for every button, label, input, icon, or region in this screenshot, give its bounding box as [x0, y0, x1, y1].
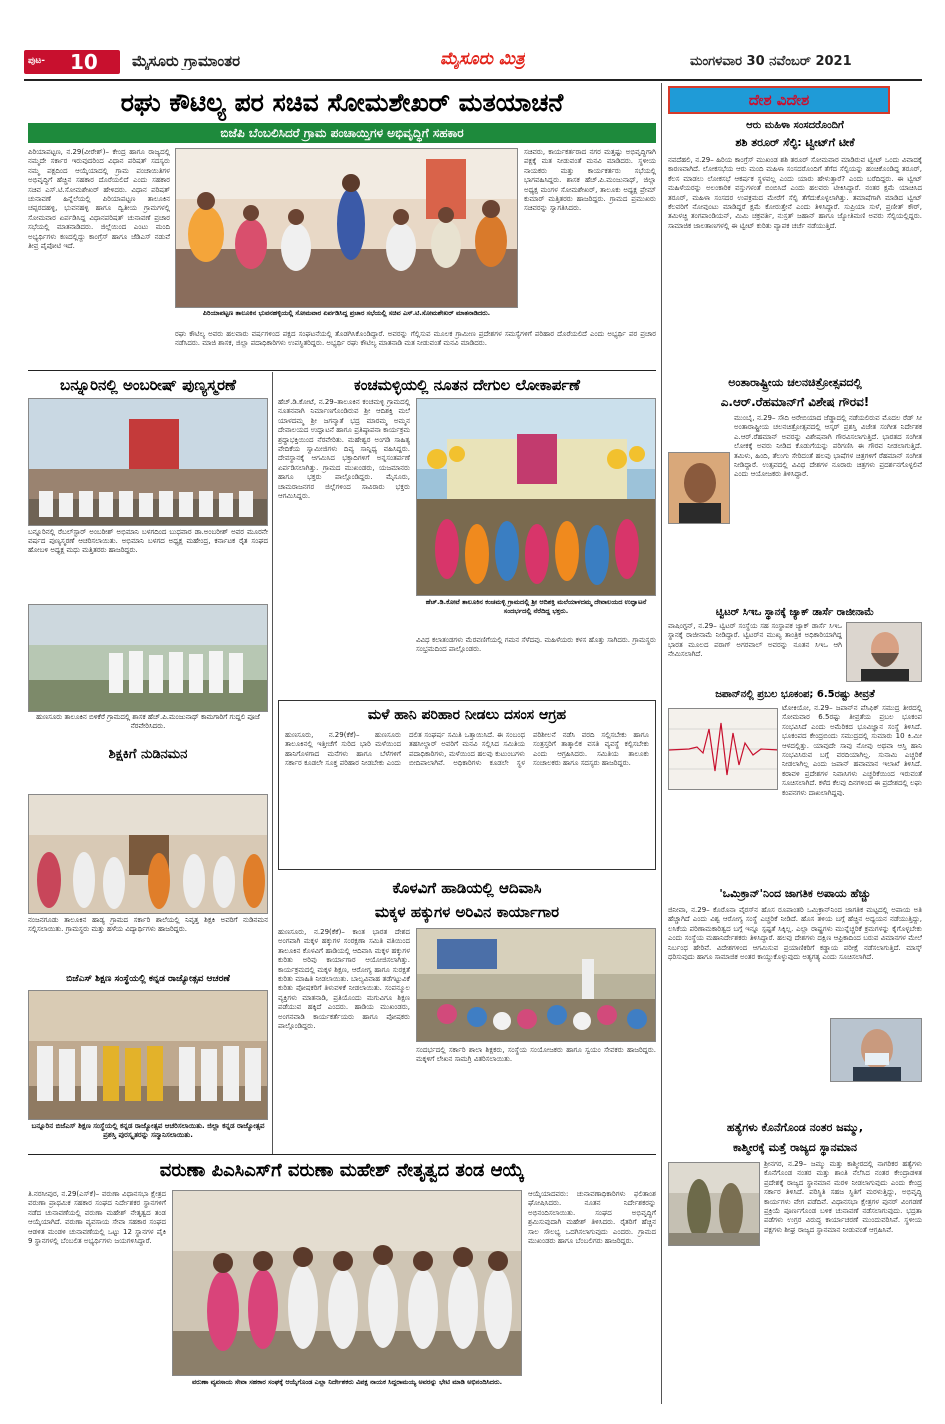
lead-body-col2: ಸಚಿವರು, ಕಾರ್ಯಕರ್ತರಾದ ನಗರ ಮತ್ತಷ್ಟು ಅಭಿವೃದ್ಧಿಗಾಗಿ ಪಕ್ಷಕ್ಕೆ ಮತ ನೀಡುವಂತೆ ಮನವಿ ಮಾಡಿದರು. ಸ್ಥಳೀಯ ನಾಯಕರು ಮತ್ತು ಕಾರ್ಯಕರ್ತರು ಸಭೆಯಲ್ಲಿ ಭಾಗವಹಿಸಿದ್ದರು. ಶಾಸಕ ಹೆಚ್.ಪಿ.ಮಂಜುನಾಥ್, ಜಿಲ್ಲಾ ಅಧ್ಯಕ್ಷ ಮಂಗಳ ಸೋಮಶೇಖರ್, ತಾಲೂಕು ಅಧ್ಯಕ್ಷ ಪ್ರೇಮ್ ಕುಮಾರ್ ಮತ್ತಿತರರು ಹಾಜರಿದ್ದರು. ಗ್ರಾಮದ ಪ್ರಮುಖರು ಸಚಿವರನ್ನು ಸ್ವಾಗತಿಸಿದರು. [524, 148, 656, 213]
rahman-headline-2: ಎ.ಆರ್.ರೆಹಮಾನ್‌ಗೆ ವಿಶೇಷ ಗೌರವ! [720, 395, 870, 409]
temple-caption: ಹೆಚ್.ಡಿ.ಕೋಟೆ ತಾಲೂಕಿನ ಕಂಚಮಳ್ಳಿ ಗ್ರಾಮದಲ್ಲಿ ಶ್ರೀ ಆದಿಶಕ್ತಿ ಮಲೆಯಾಳದಮ್ಮ ದೇವಾಲಯದ ಉದ್ಘಾಟನೆ ಸಂದರ್ಭದಲ್ಲಿ ನೆರೆದಿದ್ದ ಭಕ್ತರು. [425, 598, 647, 615]
page-label: ಪುಟ- [28, 56, 45, 66]
varuna-top-rule [28, 1154, 656, 1155]
temple-photo [416, 398, 656, 596]
left-col-rule [272, 372, 273, 1154]
temple-body-2: ವಿವಿಧ ಕಲಾತಂಡಗಳು ಮೆರವಣಿಗೆಯಲ್ಲಿ ಗಮನ ಸೆಳೆದವು. ಮಹಿಳೆಯರು ಕಳಸ ಹೊತ್ತು ಸಾಗಿದರು. ಗ್ರಾಮಸ್ಥರು ಸಂಭ್ರಮದಿಂದ ಪಾಲ್ಗೊಂಡರು. [416, 636, 656, 654]
lead-headline: ರಘು ಕೌಟಿಲ್ಯ ಪರ ಸಚಿವ ಸೋಮಶೇಖರ್ ಮತಯಾಚನೆ [120, 88, 564, 117]
masthead-rule [24, 79, 922, 81]
ambareesh-photo-1 [28, 398, 268, 526]
lead-body-col3: ರಘು ಕೌಟಿಲ್ಯ ಅವರು ಹಲವಾರು ವರ್ಷಗಳಿಂದ ಪಕ್ಷದ ಸಂಘಟನೆಯಲ್ಲಿ ತೊಡಗಿಸಿಕೊಂಡಿದ್ದಾರೆ. ಅವರನ್ನು ಗೆಲ್ಲಿಸುವ ಮೂಲಕ ಗ್ರಾಮೀಣ ಪ್ರದೇಶಗಳ ಸಮಸ್ಯೆಗಳಿಗೆ ಪರಿಹಾರ ದೊರೆಯಲಿದೆ ಎಂದು ಅಭ್ಯರ್ಥಿ ಪರ ಪ್ರಚಾರ ನಡೆಸಿದರು. ಮಾಜಿ ಶಾಸಕ, ಜಿಲ್ಲಾ ಪದಾಧಿಕಾರಿಗಳು ಉಪಸ್ಥಿತರಿದ್ದರು. ಅಭ್ಯರ್ಥಿ ರಘು ಕೌಟಿಲ್ಯ ಮಾತನಾಡಿ ಮತ ನೀಡುವಂತೆ ಮನವಿ ಮಾಡಿದರು. [175, 330, 656, 348]
varuna-body-col2: ಆಯ್ಕೆಯಾದವರು: ಚುನಾವಣಾಧಿಕಾರಿಗಳು ಫಲಿತಾಂಶ ಘೋಷಿಸಿದರು. ನೂತನ ನಿರ್ದೇಶಕರನ್ನು ಅಭಿನಂದಿಸಲಾಯಿತು. ಸಂಘದ ಅಭಿವೃದ್ಧಿಗೆ ಶ್ರಮಿಸುವುದಾಗಿ ಮಹೇಶ್ ತಿಳಿಸಿದರು. ರೈತರಿಗೆ ಹೆಚ್ಚಿನ ಸಾಲ ಸೌಲಭ್ಯ ಒದಗಿಸಲಾಗುವುದು ಎಂದರು. ಗ್ರಾಮದ ಮುಖಂಡರು ಹಾಗೂ ಬೆಂಬಲಿಗರು ಹಾಜರಿದ್ದರು. [528, 1190, 656, 1246]
tribal-body-2: ಸಂದರ್ಭದಲ್ಲಿ ಸರ್ಕಾರಿ ಶಾಲಾ ಶಿಕ್ಷಕರು, ಸಂಸ್ಥೆಯ ಸಂಯೋಜಕರು ಹಾಗೂ ಸ್ವಯಂ ಸೇವಕರು ಹಾಜರಿದ್ದರು. ಮಕ್ಕಳಿಗೆ ಲೇಖನ ಸಾಮಗ್ರಿ ವಿತರಿಸಲಾಯಿತು. [416, 1046, 656, 1064]
issue-date: ಮಂಗಳವಾರ 30 ನವೆಂಬರ್ 2021 [690, 54, 852, 69]
flood-headline: ಮಳೆ ಹಾನಿ ಪರಿಹಾರ ನೀಡಲು ದಸಂಸ ಆಗ್ರಹ [367, 707, 567, 723]
omicron-body: ಜಿನೀವಾ, ನ.29– ಕೊರೊನಾ ವೈರಸ್‌ನ ಹೊಸ ರೂಪಾಂತರಿ ಒಮಿಕ್ರಾನ್‌ನಿಂದ ಜಾಗತಿಕ ಮಟ್ಟದಲ್ಲಿ ಅಪಾಯ ಅತಿ ಹೆಚ್ಚಾಗಿದೆ ಎಂದು ವಿಶ್ವ ಆರೋಗ್ಯ ಸಂಸ್ಥೆ ಎಚ್ಚರಿಕೆ ನೀಡಿದೆ. ಹೊಸ ತಳಿಯ ಬಗ್ಗೆ ಹೆಚ್ಚಿನ ಅಧ್ಯಯನ ನಡೆಯುತ್ತಿದ್ದು, ಲಸಿಕೆಯ ಪರಿಣಾಮಕಾರಿತ್ವದ ಬಗ್ಗೆ ಇನ್ನೂ ಸ್ಪಷ್ಟತೆ ಸಿಕ್ಕಿಲ್ಲ. ಎಲ್ಲಾ ರಾಷ್ಟ್ರಗಳು ಮುನ್ನೆಚ್ಚರಿಕೆ ಕ್ರಮಗಳನ್ನು ಕೈಗೊಳ್ಳಬೇಕು ಎಂದು ಸಂಸ್ಥೆಯ ಮಹಾನಿರ್ದೇಶಕರು ತಿಳಿಸಿದ್ದಾರೆ. ಹಲವು ದೇಶಗಳು ದಕ್ಷಿಣ ಆಫ್ರಿಕಾದಿಂದ ಬರುವ ವಿಮಾನಗಳ ಮೇಲೆ ನಿರ್ಬಂಧ ಹೇರಿವೆ. ವಿದೇಶಗಳಿಂದ ಆಗಮಿಸುವ ಪ್ರಯಾಣಿಕರಿಗೆ ಕಡ್ಡಾಯ ಪರೀಕ್ಷೆ ನಡೆಸಲಾಗುತ್ತಿದೆ. ಮಾಸ್ಕ್ ಧರಿಸುವುದು ಹಾಗೂ ಸಾಮಾಜಿಕ ಅಂತರ ಕಾಯ್ದುಕೊಳ್ಳುವುದು ಅತ್ಯಗತ್ಯ ಎಂದು ಸೂಚಿಸಲಾಗಿದೆ. [668, 906, 922, 962]
lead-photo-caption: ಪಿರಿಯಾಪಟ್ಟಣ ತಾಲೂಕಿನ ಭುವನಹಳ್ಳಿಯಲ್ಲಿ ಸೋಮವಾರ ಏರ್ಪಡಿಸಿದ್ದ ಪ್ರಚಾರ ಸಭೆಯಲ್ಲಿ ಸಚಿವ ಎಸ್.ಟಿ.ಸೋಮಶೇಖರ್ ಮಾತನಾಡಿದರು. [202, 309, 491, 317]
page-number: 10 [70, 50, 98, 74]
quake-headline: ಜಪಾನ್‌ನಲ್ಲಿ ಪ್ರಬಲ ಭೂಕಂಪ; 6.5ರಷ್ಟು ತೀವ್ರತೆ [715, 689, 875, 700]
twitter-body: ವಾಷಿಂಗ್ಟನ್, ನ.29– ಟ್ವಿಟರ್ ಸಂಸ್ಥೆಯ ಸಹ ಸಂಸ್ಥಾಪಕ ಜ್ಯಾಕ್ ಡಾರ್ಸೆ ಸಿಇಒ ಸ್ಥಾನಕ್ಕೆ ರಾಜೀನಾಮೆ ನೀಡಿದ್ದಾರೆ. ಟ್ವಿಟರ್‌ನ ಮುಖ್ಯ ತಾಂತ್ರಿಕ ಅಧಿಕಾರಿಯಾಗಿದ್ದ ಭಾರತ ಮೂಲದ ಪರಾಗ್ ಅಗರವಾಲ್ ಅವರನ್ನು ನೂತನ ಸಿಇಒ ಆಗಿ ನೇಮಿಸಲಾಗಿದೆ. [668, 622, 842, 659]
bjs-headline: ಬಿಜೆಎಸ್ ಶಿಕ್ಷಣ ಸಂಸ್ಥೆಯಲ್ಲಿ ಕನ್ನಡ ರಾಜ್ಯೋತ್ಸವ ಆಚರಣೆ [66, 974, 230, 984]
omicron-headline: 'ಒಮಿಕ್ರಾನ್'ನಿಂದ ಜಾಗತಿಕ ಅಪಾಯ ಹೆಚ್ಚು [719, 887, 871, 900]
varuna-body-col1: ತಿ.ನರಸೀಪುರ, ನ.29(ಎಸ್‌ಕೆ)– ವರುಣಾ ವಿಧಾನಸಭಾ ಕ್ಷೇತ್ರದ ವರುಣಾ ಪ್ರಾಥಮಿಕ ಸಹಕಾರ ಸಂಘದ ನಿರ್ದೇಶಕರ ಸ್ಥಾನಗಳಿಗೆ ನಡೆದ ಚುನಾವಣೆಯಲ್ಲಿ ವರುಣಾ ಮಹೇಶ್ ನೇತೃತ್ವದ ತಂಡ ಆಯ್ಕೆಯಾಗಿದೆ. ವರುಣಾ ವ್ಯವಸಾಯ ಸೇವಾ ಸಹಕಾರ ಸಂಘದ ಆಡಳಿತ ಮಂಡಳಿ ಚುನಾವಣೆಯಲ್ಲಿ ಒಟ್ಟು 12 ಸ್ಥಾನಗಳ ಪೈಕಿ 9 ಸ್ಥಾನಗಳಲ್ಲಿ ಬೆಂಬಲಿತ ಅಭ್ಯರ್ಥಿಗಳು ಜಯಗಳಿಸಿದ್ದಾರೆ. [28, 1190, 166, 1246]
desha-banner-title: ದೇಶ ವಿದೇಶ [748, 91, 810, 109]
tharoor-headline-2: ಶಶಿ ತರೂರ್ ಸೆಲ್ಫಿ: ಟ್ವೀಟ್‌ಗೆ ಟೀಕೆ [735, 136, 855, 149]
varuna-headline: ವರುಣಾ ಪಿಎಸಿಎಸ್‌ಗೆ ವರುಣಾ ಮಹೇಶ್ ನೇತೃತ್ವದ ತಂಡ ಆಯ್ಕೆ [159, 1160, 525, 1181]
kashmir-headline-1: ಹತ್ಯೆಗಳು ಕೊನೆಗೊಂಡ ನಂತರ ಜಮ್ಮು, [726, 1121, 864, 1134]
ambareesh-photo-2 [28, 604, 268, 712]
tribal-body: ಹುಣಸೂರು, ನ.29(ಕೆಕೆ)– ಕಾಂತ ಭಾರತ ದೇಶದ ಅಂಗವಾಗಿ ಮಕ್ಕಳ ಹಕ್ಕುಗಳ ಸಂರಕ್ಷಣಾ ಸಮಿತಿ ವತಿಯಿಂದ ತಾಲೂಕಿನ ಕೊಳವಿಗೆ ಹಾಡಿಯಲ್ಲಿ ಆದಿವಾಸಿ ಮಕ್ಕಳ ಹಕ್ಕುಗಳ ಕುರಿತು ಅರಿವು ಕಾರ್ಯಾಗಾರ ಆಯೋಜಿಸಲಾಗಿತ್ತು. ಕಾರ್ಯಕ್ರಮದಲ್ಲಿ ಮಕ್ಕಳ ಶಿಕ್ಷಣ, ಆರೋಗ್ಯ ಹಾಗೂ ಸುರಕ್ಷತೆ ಕುರಿತು ಮಾಹಿತಿ ನೀಡಲಾಯಿತು. ಬಾಲ್ಯವಿವಾಹ ತಡೆಗಟ್ಟುವಿಕೆ ಕುರಿತು ಪೋಷಕರಿಗೆ ತಿಳುವಳಿಕೆ ನೀಡಲಾಯಿತು. ಸಂಪನ್ಮೂಲ ವ್ಯಕ್ತಿಗಳು ಮಾತನಾಡಿ, ಪ್ರತಿಯೊಂದು ಮಗುವಿಗೂ ಶಿಕ್ಷಣ ಪಡೆಯುವ ಹಕ್ಕಿದೆ ಎಂದರು. ಹಾಡಿಯ ಮುಖಂಡರು, ಅಂಗನವಾಡಿ ಕಾರ್ಯಕರ್ತೆಯರು ಹಾಗೂ ಪೋಷಕರು ಪಾಲ್ಗೊಂಡಿದ್ದರು. [278, 928, 410, 1031]
flood-box [278, 700, 656, 870]
tribal-headline-1: ಕೊಳವಿಗೆ ಹಾಡಿಯಲ್ಲಿ ಆದಿವಾಸಿ [392, 879, 542, 897]
teacher-headline: ಶಿಕ್ಷಕಿಗೆ ನುಡಿನಮನ [108, 747, 188, 762]
temple-body: ಹೆಚ್.ಡಿ.ಕೋಟೆ, ನ.29–ತಾಲೂಕಿನ ಕಂಚಮಳ್ಳಿ ಗ್ರಾಮದಲ್ಲಿ ನೂತನವಾಗಿ ನಿರ್ಮಾಣಗೊಂಡಿರುವ ಶ್ರೀ ಆದಿಶಕ್ತಿ ಮಲೆ ಯಾಳದಮ್ಮ ಶ್ರೀ ಜಗನ್ಮಾತೆ ಭದ್ರ ಮಾರಮ್ಮ ಅಮ್ಮನ ದೇವಾಲಯದ ಉದ್ಘಾಟನೆ ಹಾಗೂ ಪ್ರತಿಷ್ಠಾಪನಾ ಕಾರ್ಯಕ್ರಮ ಶ್ರದ್ಧಾಭಕ್ತಿಯಿಂದ ನೆರವೇರಿತು. ಮಹೇಶ್ವರ ಅಂಗಡಿ ಸಾಹಿತ್ಯ ವೇದಿಕೆಯ ಸ್ವಾಮೀಜಿಗಳು ದಿವ್ಯ ಸಾನ್ನಿಧ್ಯ ವಹಿಸಿದ್ದರು. ದೇವಸ್ಥಾನಕ್ಕೆ ಆಗಮಿಸಿದ ಭಕ್ತಾದಿಗಳಿಗೆ ಅನ್ನಸಂತರ್ಪಣೆ ಏರ್ಪಡಿಸಲಾಗಿತ್ತು. ಗ್ರಾಮದ ಮುಖಂಡರು, ಯಜಮಾನರು ಹಾಗೂ ಭಕ್ತರು ಪಾಲ್ಗೊಂಡಿದ್ದರು. ಮೈಸೂರು, ಚಾಮರಾಜನಗರ ಜಿಲ್ಲೆಗಳಿಂದ ಸಾವಿರಾರು ಭಕ್ತರು ಆಗಮಿಸಿದ್ದರು. [278, 398, 410, 501]
page-number-badge [24, 50, 120, 74]
tribal-photo [416, 928, 656, 1042]
bjs-caption: ಬನ್ನೂರಿನ ಬಿಜೆಎಸ್ ಶಿಕ್ಷಣ ಸಂಸ್ಥೆಯಲ್ಲಿ ಕನ್ನಡ ರಾಜ್ಯೋತ್ಸವ ಆಚರಿಸಲಾಯಿತು. ಜಿಲ್ಲಾ ಕನ್ನಡ ರಾಜ್ಯೋತ್ಸವ ಪ್ರಶಸ್ತಿ ಪುರಸ್ಕೃತರನ್ನು ಸನ್ಮಾನಿಸಲಾಯಿತು. [31, 1122, 265, 1139]
twitter-headline: ಟ್ವಿಟರ್ ಸಿಇಒ ಸ್ಥಾನಕ್ಕೆ ಜ್ಯಾಕ್ ಡಾರ್ಸೆ ರಾಜೀನಾಮೆ [715, 607, 875, 618]
rahman-headline-1: ಅಂತಾರಾಷ್ಟ್ರೀಯ ಚಲನಚಿತ್ರೋತ್ಸವದಲ್ಲಿ [728, 376, 862, 389]
masthead [24, 48, 922, 78]
kashmir-headline-2: ಕಾಶ್ಮೀರಕ್ಕೆ ಮತ್ತೆ ರಾಜ್ಯದ ಸ್ಥಾನಮಾನ [732, 1141, 858, 1154]
temple-headline: ಕಂಚಮಳ್ಳಿಯಲ್ಲಿ ನೂತನ ದೇಗುಲ ಲೋಕಾರ್ಪಣೆ [353, 376, 581, 394]
desha-banner [668, 86, 890, 114]
twitter-photo [846, 622, 922, 682]
paper-name: ಮೈಸೂರು ಮಿತ್ರ [440, 49, 525, 69]
varuna-photo [172, 1190, 522, 1376]
quake-body: ಟೋಕಿಯೋ, ನ.29– ಜಪಾನ್‌ನ ಪೆಸಿಫಿಕ್ ಸಮುದ್ರ ತೀರದಲ್ಲಿ ಸೋಮವಾರ 6.5ರಷ್ಟು ತೀವ್ರತೆಯ ಪ್ರಬಲ ಭೂಕಂಪ ಸಂಭವಿಸಿದೆ ಎಂದು ಅಮೆರಿಕದ ಭೂವಿಜ್ಞಾನ ಸಂಸ್ಥೆ ತಿಳಿಸಿದೆ. ಭೂಕಂಪದ ಕೇಂದ್ರಬಿಂದು ಸಮುದ್ರದಲ್ಲಿ ಸುಮಾರು 10 ಕಿ.ಮೀ ಆಳದಲ್ಲಿತ್ತು. ಯಾವುದೇ ಸಾವು ನೋವು ಅಥವಾ ಆಸ್ತಿ ಹಾನಿ ಸಂಭವಿಸಿರುವ ಬಗ್ಗೆ ವರದಿಯಾಗಿಲ್ಲ. ಸುನಾಮಿ ಎಚ್ಚರಿಕೆ ನೀಡಲಾಗಿಲ್ಲ ಎಂದು ಜಪಾನ್ ಹವಾಮಾನ ಇಲಾಖೆ ತಿಳಿಸಿದೆ. ಕರಾವಳಿ ಪ್ರದೇಶಗಳ ನಿವಾಸಿಗಳು ಎಚ್ಚರಿಕೆಯಿಂದ ಇರುವಂತೆ ಸೂಚಿಸಲಾಗಿದೆ. ಕಳೆದ ಕೆಲವು ದಿನಗಳಿಂದ ಈ ಪ್ರದೇಶದಲ್ಲಿ ಲಘು ಕಂಪನಗಳು ದಾಖಲಾಗಿದ್ದವು. [782, 704, 922, 797]
ambareesh-caption-2: ಹುಣಸೂರು ತಾಲೂಕಿನ ಬಿಳಿಕೆರೆ ಗ್ರಾಮದಲ್ಲಿ ಶಾಸಕ ಹೆಚ್.ಪಿ.ಮಂಜುನಾಥ್ ಕಾಮಗಾರಿಗೆ ಗುದ್ದಲಿ ಪೂಜೆ ನೆರವೇರಿಸಿದರು. [36, 713, 260, 730]
ambareesh-headline: ಬನ್ನೂರಿನಲ್ಲಿ ಅಂಬರೀಷ್ ಪುಣ್ಯಸ್ಮರಣೆ [60, 376, 236, 394]
rahman-body: ಮುಂಬೈ, ನ.29– ಸೌದಿ ಅರೇಬಿಯಾದ ಜೆಡ್ಡಾದಲ್ಲಿ ನಡೆಯಲಿರುವ ಮೊದಲ ರೆಡ್ ಸೀ ಅಂತಾರಾಷ್ಟ್ರೀಯ ಚಲನಚಿತ್ರೋತ್ಸವದಲ್ಲಿ ಆಸ್ಕರ್ ಪ್ರಶಸ್ತಿ ವಿಜೇತ ಸಂಗೀತ ನಿರ್ದೇಶಕ ಎ.ಆರ್.ರೆಹಮಾನ್ ಅವರನ್ನು ವಿಶೇಷವಾಗಿ ಗೌರವಿಸಲಾಗುತ್ತಿದೆ. ಭಾರತದ ಸಂಗೀತ ಲೋಕಕ್ಕೆ ಅವರು ನೀಡಿದ ಕೊಡುಗೆಯನ್ನು ಪರಿಗಣಿಸಿ ಈ ಗೌರವ ನೀಡಲಾಗುತ್ತಿದೆ. ತಮಿಳು, ಹಿಂದಿ, ತೆಲುಗು ಸೇರಿದಂತೆ ಹಲವು ಭಾಷೆಗಳ ಚಿತ್ರಗಳಿಗೆ ರೆಹಮಾನ್ ಸಂಗೀತ ನೀಡಿದ್ದಾರೆ. ಉತ್ಸವದಲ್ಲಿ ವಿವಿಧ ದೇಶಗಳ ನೂರಾರು ಚಿತ್ರಗಳು ಪ್ರದರ್ಶನಗೊಳ್ಳಲಿವೆ ಎಂದು ಆಯೋಜಕರು ತಿಳಿಸಿದ್ದಾರೆ. [734, 414, 922, 479]
teacher-caption: ನಂಜನಗೂಡು ತಾಲೂಕಿನ ಹಾಡ್ಯ ಗ್ರಾಮದ ಸರ್ಕಾರಿ ಶಾಲೆಯಲ್ಲಿ ನಿವೃತ್ತ ಶಿಕ್ಷಕಿ ಅವರಿಗೆ ನುಡಿನಮನ ಸಲ್ಲಿಸಲಾಯಿತು. ಗ್ರಾಮಸ್ಥರು ಮತ್ತು ಹಳೆಯ ವಿದ್ಯಾರ್ಥಿಗಳು ಹಾಜರಿದ್ದರು. [28, 916, 268, 933]
lead-subhead: ಬಿಜೆಪಿ ಬೆಂಬಲಿಸಿದರೆ ಗ್ರಾಮ ಪಂಚಾಯ್ತಿಗಳ ಅಭಿವೃದ್ಧಿಗೆ ಸಹಕಾರ [220, 126, 464, 140]
tharoor-body-lead: ನವದೆಹಲಿ, ನ.29– ಹಿರಿಯ ಕಾಂಗ್ರೆಸ್ ಮುಖಂಡ ಶಶಿ ತರೂರ್ ಸೋಮವಾರ ಮಾಡಿರುವ ಟ್ವೀಟ್ ಒಂದು ವಿವಾದಕ್ಕೆ ಕಾರಣವಾಗಿದೆ. ಲೋಕಸಭೆಯ ಆರು ಮಂದಿ ಮಹಿಳಾ ಸಂಸದರೊಂದಿಗೆ ತೆಗೆದ ಸೆಲ್ಫಿಯನ್ನು ಹಂಚಿಕೊಂಡಿದ್ದ ತರೂರ್, ಕೆಲಸ ಮಾಡಲು ಲೋಕಸಭೆ ಆಕರ್ಷಕ ಸ್ಥಳವಲ್ಲ ಎಂದು ಯಾರು ಹೇಳುತ್ತಾರೆ? ಎಂದು ಬರೆದಿದ್ದರು. ಈ ಟ್ವೀಟ್ ಮಹಿಳೆಯರನ್ನು ಅಲಂಕಾರಿಕ ವಸ್ತುಗಳಂತೆ ಬಿಂಬಿಸಿದೆ ಎಂದು ಹಲವರು ಟೀಕಿಸಿದ್ದಾರೆ. ನಂತರ ಕ್ಷಮೆ ಯಾಚಿಸಿದ ತರೂರ್, ಮಹಿಳಾ ಸಂಸದರ ಉಪಕ್ರಮದ ಮೇರೆಗೆ ಸೆಲ್ಫಿ ತೆಗೆದುಕೊಳ್ಳಲಾಗಿತ್ತು. ತಮಾಷೆಗಾಗಿ ಮಾಡಿದ ಟ್ವೀಟ್ ಕೆಲವರಿಗೆ ನೋವುಂಟು ಮಾಡಿದ್ದರೆ ಕ್ಷಮೆ ಕೋರುತ್ತೇನೆ ಎಂದು ತಿಳಿಸಿದ್ದಾರೆ. ಸುಪ್ರಿಯಾ ಸುಳೆ, ಪ್ರಣೀತ್ ಕೌರ್, ತಮಿಳಚ್ಚಿ ತಂಗಪಾಂಡಿಯನ್, ಮಿಮಿ ಚಕ್ರವರ್ತಿ, ನುಸ್ರತ್ ಜಹಾನ್ ಹಾಗೂ ಜ್ಯೋತಿಮಣಿ ಅವರು ಸೆಲ್ಫಿಯಲ್ಲಿದ್ದರು. ಸಾಮಾಜಿಕ ಜಾಲತಾಣಗಳಲ್ಲಿ ಈ ಟ್ವೀಟ್ ಕುರಿತು ವ್ಯಾಪಕ ಚರ್ಚೆ ನಡೆಯುತ್ತಿದೆ. [668, 156, 922, 230]
tharoor-headline-1: ಆರು ಮಹಿಳಾ ಸಂಸದರೊಂದಿಗೆ [746, 120, 844, 131]
section-name: ಮೈಸೂರು ಗ್ರಾಮಾಂತರ [132, 52, 241, 70]
ambareesh-caption-1: ಬನ್ನೂರಿನಲ್ಲಿ ರೆಬಲ್‌ಸ್ಟಾರ್ ಅಂಬರೀಶ್ ಅಭಿಮಾನಿ ಬಳಗದಿಂದ ಬುಧವಾರ ಡಾ.ಅಂಬರೀಶ್ ಅವರ ಮೂರನೇ ವರ್ಷದ ಪುಣ್ಯಸ್ಮರಣೆ ಆಚರಿಸಲಾಯಿತು. ಅಭಿಮಾನಿ ಬಳಗದ ಅಧ್ಯಕ್ಷ ಮಹೇಂದ್ರ, ಕರ್ನಾಟಕ ರೈತ ಸಂಘದ ಹೋಬಳಿ ಅಧ್ಯಕ್ಷ ಮಧು ಮತ್ತಿತರರು ಹಾಜರಿದ್ದರು. [28, 528, 268, 554]
lead-photo [175, 148, 518, 308]
bjs-photo [28, 990, 268, 1120]
lead-body-col1: ಪಿರಿಯಾಪಟ್ಟಣ, ನ.29(ವೀರೇಶ್)– ಕೇಂದ್ರ ಹಾಗೂ ರಾಜ್ಯದಲ್ಲಿ ನಮ್ಮದೇ ಸರ್ಕಾರ ಇರುವುದರಿಂದ ವಿಧಾನ ಪರಿಷತ್ ಸದಸ್ಯರು ನಮ್ಮ ಪಕ್ಷದಿಂದ ಆಯ್ಕೆಯಾದಲ್ಲಿ ಗ್ರಾಮ ಪಂಚಾಯಿತಿಗಳ ಅಭಿವೃದ್ಧಿಗೆ ಹೆಚ್ಚಿನ ಸಹಕಾರ ದೊರೆಯಲಿದೆ ಎಂದು ಸಹಕಾರ ಸಚಿವ ಎಸ್.ಟಿ.ಸೋಮಶೇಖರ್ ಹೇಳಿದರು. ವಿಧಾನ ಪರಿಷತ್ ಚುನಾವಣೆ ಹಿನ್ನೆಲೆಯಲ್ಲಿ ಪಿರಿಯಾಪಟ್ಟಣ ತಾಲೂಕಿನ ಚಪ್ಪರದಹಳ್ಳಿ, ಭುವನಹಳ್ಳಿ ಹಾಗೂ ದ್ವಿತೀಯ ಗ್ರಾಮಗಳಲ್ಲಿ ಸೋಮವಾರ ಏರ್ಪಡಿಸಿದ್ದ ವಿಧಾನಪರಿಷತ್ ಚುನಾವಣೆ ಪ್ರಚಾರ ಸಭೆಯಲ್ಲಿ ಮಾತನಾಡಿದರು. ಜಿಲ್ಲೆಯಿಂದ ಎಂಟು ಮಂದಿ ಅಭ್ಯರ್ಥಿಗಳು ಕಣದಲ್ಲಿದ್ದು ಕಾಂಗ್ರೆಸ್ ಹಾಗೂ ಜೆಡಿಎಸ್ ನಡುವೆ ತೀವ್ರ ಪೈಪೋಟಿ ಇದೆ. [28, 148, 170, 251]
kashmir-body: ಶ್ರೀನಗರ, ನ.29– ಜಮ್ಮು ಮತ್ತು ಕಾಶ್ಮೀರದಲ್ಲಿ ನಾಗರಿಕರ ಹತ್ಯೆಗಳು ಕೊನೆಗೊಂಡ ನಂತರ ಮತ್ತು ಶಾಂತಿ ನೆಲೆಸಿದ ನಂತರ ಕೇಂದ್ರಾಡಳಿತ ಪ್ರದೇಶಕ್ಕೆ ರಾಜ್ಯದ ಸ್ಥಾನಮಾನ ಮರಳಿ ನೀಡಲಾಗುವುದು ಎಂದು ಕೇಂದ್ರ ಸರ್ಕಾರ ತಿಳಿಸಿದೆ. ಪರಿಸ್ಥಿತಿ ಸಹಜ ಸ್ಥಿತಿಗೆ ಮರಳುತ್ತಿದ್ದು, ಅಭಿವೃದ್ಧಿ ಕಾರ್ಯಗಳು ವೇಗ ಪಡೆದಿವೆ. ವಿಧಾನಸಭಾ ಕ್ಷೇತ್ರಗಳ ಪುನರ್ ವಿಂಗಡಣೆ ಪ್ರಕ್ರಿಯೆ ಪೂರ್ಣಗೊಂಡ ಬಳಿಕ ಚುನಾವಣೆ ನಡೆಸಲಾಗುವುದು. ಭದ್ರತಾ ಪಡೆಗಳು ಉಗ್ರರ ವಿರುದ್ಧ ಕಾರ್ಯಾಚರಣೆ ಮುಂದುವರಿಸಿವೆ. ಸ್ಥಳೀಯ ಪಕ್ಷಗಳು ಶೀಘ್ರ ರಾಜ್ಯದ ಸ್ಥಾನಮಾನ ನೀಡುವಂತೆ ಆಗ್ರಹಿಸಿವೆ. [764, 1160, 922, 1234]
varuna-caption: ವರುಣಾ ವ್ಯವಸಾಯ ಸೇವಾ ಸಹಕಾರ ಸಂಘಕ್ಕೆ ಆಯ್ಕೆಗೊಂಡ ಎಲ್ಲಾ ನಿರ್ದೇಶಕರು ವಿಪಕ್ಷ ನಾಯಕ ಸಿದ್ದರಾಮಯ್ಯ ಅವರನ್ನು ಭೇಟಿ ಮಾಡಿ ಅಭಿನಂದಿಸಿದರು. [191, 1378, 503, 1386]
tribal-headline-2: ಮಕ್ಕಳ ಹಕ್ಕುಗಳ ಅರಿವಿನ ಕಾರ್ಯಾಗಾರ [374, 903, 560, 921]
lead-bottom-rule [28, 370, 656, 371]
flood-body: ಹುಣಸೂರು, ನ.29(ಕೆಕೆ)– ಹುಣಸೂರು ತಾಲೂಕಿನಲ್ಲಿ ಇತ್ತೀಚೆಗೆ ಸುರಿದ ಭಾರಿ ಮಳೆಯಿಂದ ಹಾನಿಗೊಳಗಾದ ಮನೆಗಳು ಹಾಗೂ ಬೆಳೆಗಳಿಗೆ ಸರ್ಕಾರ ಕೂಡಲೇ ಸೂಕ್ತ ಪರಿಹಾರ ನೀಡಬೇಕು ಎಂದು ದಲಿತ ಸಂಘರ್ಷ ಸಮಿತಿ ಒತ್ತಾಯಿಸಿದೆ. ಈ ಸಂಬಂಧ ತಹಸೀಲ್ದಾರ್ ಅವರಿಗೆ ಮನವಿ ಸಲ್ಲಿಸಿದ ಸಮಿತಿಯ ಪದಾಧಿಕಾರಿಗಳು, ಮಳೆಯಿಂದ ಹಲವು ಕುಟುಂಬಗಳು ಬೀದಿಪಾಲಾಗಿವೆ. ಅಧಿಕಾರಿಗಳು ಕೂಡಲೇ ಸ್ಥಳ ಪರಿಶೀಲನೆ ನಡೆಸಿ ವರದಿ ಸಲ್ಲಿಸಬೇಕು ಹಾಗೂ ಸಂತ್ರಸ್ತರಿಗೆ ತಾತ್ಕಾಲಿಕ ವಸತಿ ವ್ಯವಸ್ಥೆ ಕಲ್ಪಿಸಬೇಕು ಎಂದು ಆಗ್ರಹಿಸಿದರು. ಸಮಿತಿಯ ತಾಲೂಕು ಸಂಚಾಲಕರು ಹಾಗೂ ಸದಸ್ಯರು ಹಾಜರಿದ್ದರು. [285, 731, 649, 768]
right-col-rule [661, 83, 662, 1404]
teacher-photo [28, 794, 268, 914]
lead-subhead-band [28, 123, 656, 143]
